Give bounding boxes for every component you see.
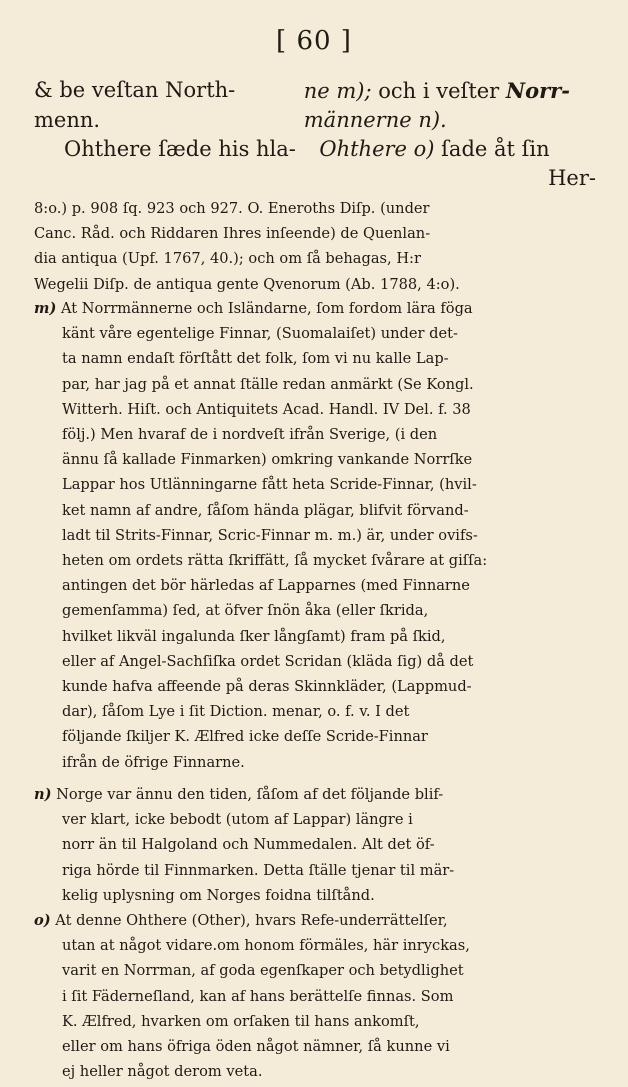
anglo-saxon-text: & be veſtan North- [34,78,236,102]
main-text [34,76,596,193]
main-line-2 [34,106,596,135]
footnote-marker: m) [34,300,57,317]
footnote-n: n) Norge var ännu den tiden, ſåſom af det följande blif- ver klart, icke bebodt (utom af Lappar) längre i norr än til Halgoland och Nummedalen. Alt det öf- riga hörde til Finnmarken. Detta ſtälle tjenar til mär- kelig uplysning om Norges foidna tilſtånd. [34,786,455,904]
footnote-o: o) At denne Ohthere (Other), hvars Refe-underrättelſer, utan at något vidare.om honom förmäles, här inryckas, varit en Norrman, af goda egenſkaper och betydlighet i ſit Fäderneſland, kan af hans berättelſe finnas. Som K. Ælfred, hvarken om orſaken til hans ankomſt, eller om hans öfriga öden något nämner, ſå kunne vi ej heller något derom veta. [34,912,470,1081]
main-line-3 [34,135,596,164]
footnote-marker: o) [34,912,51,929]
swedish-text: ne m); och i veſter Norr- [303,78,570,103]
footnote-marker: n) [34,786,52,803]
swedish-text: männerne n). [303,108,447,132]
swedish-text: Her- [548,166,596,190]
anglo-saxon-text: Ohthere ſæde his hla- [64,137,296,161]
main-line-1 [34,76,596,106]
footnote-continuation: 8:o.) p. 908 ſq. 923 och 927. O. Eneroths Diſp. (under Canc. Råd. och Riddaren Ihres inſeende) de Quenlan- dia antiqua (Upf. 1767, 40.); och om ſå behagas, H:r Wegelii Diſp. de antiqua gente Qvenorum (Ab. 1788, 4:o). [34,200,460,293]
page-number: [ 60 ] [276,26,352,56]
footnote-m: m) At Norrmännerne och Isländarne, ſom fordom lära föga känt våre egentelige Finnar, (Suomalaiſet) under det- ta namn endaſt förſtått det folk, ſom vi nu kalle Lap- par, har jag på et annat ſtälle redan anmärkt (Se Kongl. Witterh. Hiſt. och Antiquitets Acad. Handl. IV Del. f. 38 följ.) Men hvaraf de i nordveſt ifrån Sverige, (i den ännu ſå kallade Finmarken) omkring vankande Norrſke Lappar hos Utlänningarne fått heta Scride-Finnar, (hvil- ket namn af andre, ſåſom hända plägar, blifvit förvand- ladt til Strits-Finnar, Scric-Finnar m. m.) är, under ovifs- heten om ordets rätta ſkriffätt, ſå mycket ſvårare at giſſa: antingen det bör härledas af Lapparnes (med Finnarne gemenſamma) ſed, at öfver ſnön åka (eller ſkrida, hvilket likväl ingalunda ſker långſamt) fram på ſkid, eller af Angel-Sachſiſka ordet Scridan (kläda ſig) då det kunde hafva affeende på deras Skinnkläder, (Lappmud- dar), ſåſom Lye i ſit Diction. menar, o. f. v. I det följande ſkiljer K. Ælfred icke deſſe Scride-Finnar ifrån de öfrige Finnarne. [34,300,488,771]
swedish-text: Ohthere o) ſade åt ſin [319,137,550,161]
main-line-4 [34,164,596,193]
anglo-saxon-text: menn. [34,108,101,132]
